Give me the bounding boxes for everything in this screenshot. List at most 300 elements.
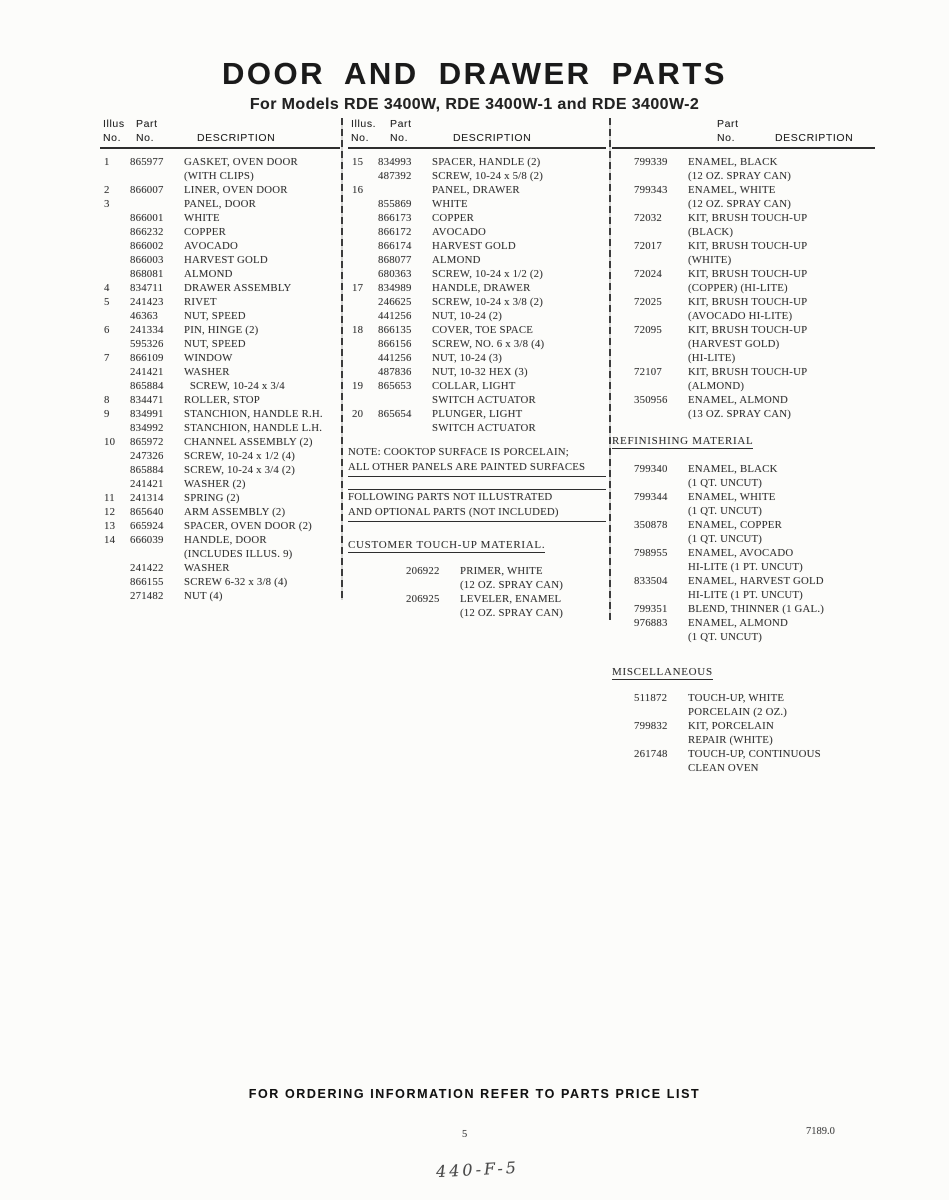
- part-no: 868077: [378, 254, 412, 266]
- part-row: [348, 253, 606, 267]
- illus-no: [100, 561, 130, 575]
- illus-no: [100, 211, 130, 225]
- spacer: [348, 522, 606, 535]
- illus-no: [100, 309, 130, 323]
- part-description: SCREW, 10-24 x 5/8 (2): [432, 170, 544, 182]
- part-description: ROLLER, STOP: [184, 394, 260, 406]
- part-no: 666039: [130, 534, 164, 546]
- header-illus-label: Illus: [103, 118, 125, 130]
- part-description: ALMOND: [184, 268, 233, 280]
- part-row: [100, 393, 340, 407]
- part-description: KIT, PORCELAIN REPAIR (WHITE): [688, 720, 774, 746]
- illus-no: [348, 253, 378, 267]
- illus-no: [100, 267, 130, 281]
- illus-no: 4: [104, 282, 110, 294]
- header-illus-no-label: No.: [103, 132, 122, 144]
- part-row: [634, 462, 875, 490]
- part-row: [348, 407, 606, 435]
- doc-number: 7189.0: [806, 1126, 835, 1137]
- part-no: 247326: [130, 450, 164, 462]
- part-row: [634, 691, 875, 719]
- part-description: PRIMER, WHITE (12 OZ. SPRAY CAN): [460, 565, 563, 591]
- part-description: WASHER (2): [184, 478, 246, 490]
- part-description: NUT, 10-24 (3): [432, 352, 503, 364]
- part-description: ENAMEL, ALMOND (1 QT. UNCUT): [688, 617, 788, 643]
- illus-no: 5: [104, 296, 110, 308]
- part-description: COPPER: [184, 226, 227, 238]
- part-description: HANDLE, DRAWER: [432, 282, 531, 294]
- part-row: [348, 183, 606, 197]
- section-heading: [612, 662, 875, 680]
- part-description: GASKET, OVEN DOOR (WITH CLIPS): [184, 156, 298, 182]
- illus-no: [376, 564, 406, 592]
- part-no: 206925: [406, 593, 440, 605]
- illus-no: [100, 239, 130, 253]
- part-no: 799340: [634, 463, 668, 475]
- part-row: [348, 351, 606, 365]
- part-no: 866135: [378, 324, 412, 336]
- illus-no: 11: [104, 492, 115, 504]
- part-no: 241334: [130, 324, 164, 336]
- part-description: HARVEST GOLD: [184, 254, 268, 266]
- part-row: [100, 477, 340, 491]
- illus-no: 18: [352, 324, 364, 336]
- part-description: HARVEST GOLD: [432, 240, 516, 252]
- part-row: [100, 561, 340, 575]
- illus-no: [348, 365, 378, 379]
- part-description: ENAMEL, WHITE (12 OZ. SPRAY CAN): [688, 184, 791, 210]
- header-part-label: Part: [390, 118, 412, 130]
- part-no: 866174: [378, 240, 412, 252]
- part-row: [100, 267, 340, 281]
- part-row: [348, 267, 606, 281]
- note-line: ALL OTHER PANELS ARE PAINTED SURFACES: [348, 460, 606, 477]
- part-row: [100, 309, 340, 323]
- spacer: [612, 449, 875, 462]
- spacer: [612, 421, 875, 431]
- part-row: [634, 719, 875, 747]
- part-no: 487836: [378, 366, 412, 378]
- illus-no: [348, 295, 378, 309]
- part-description: LINER, OVEN DOOR: [184, 184, 288, 196]
- part-row: [100, 589, 340, 603]
- header-part-no-label: No.: [136, 132, 155, 144]
- part-row: [634, 574, 875, 602]
- illus-no: [348, 351, 378, 365]
- part-no: 246625: [378, 296, 412, 308]
- part-no: 833504: [634, 575, 668, 587]
- part-description: SPACER, HANDLE (2): [432, 156, 541, 168]
- part-description: KIT, BRUSH TOUCH-UP (HARVEST GOLD) (HI-LITE): [688, 324, 808, 364]
- part-description: SCREW, 10-24 x 1/2 (2): [432, 268, 544, 280]
- part-no: 799343: [634, 184, 668, 196]
- part-description: KIT, BRUSH TOUCH-UP (BLACK): [688, 212, 808, 238]
- part-description: ENAMEL, WHITE (1 QT. UNCUT): [688, 491, 776, 517]
- illus-no: 17: [352, 282, 364, 294]
- page-title: DOOR AND DRAWER PARTS: [222, 56, 727, 91]
- illus-no: [348, 197, 378, 211]
- part-row: [376, 592, 606, 620]
- part-description: WASHER: [184, 562, 230, 574]
- part-no: 865640: [130, 506, 164, 518]
- page-number: 5: [462, 1129, 468, 1140]
- part-no: 511872: [634, 692, 668, 704]
- part-no: 595326: [130, 338, 164, 350]
- part-description: WASHER: [184, 366, 230, 378]
- part-description: SCREW, 10-24 x 3/4: [184, 380, 285, 392]
- part-description: WHITE: [184, 212, 220, 224]
- illus-no: [100, 225, 130, 239]
- part-row: [100, 337, 340, 351]
- part-row: [100, 295, 340, 309]
- part-row: [348, 225, 606, 239]
- part-description: COLLAR, LIGHT SWITCH ACTUATOR: [432, 380, 536, 406]
- part-row: [100, 407, 340, 421]
- part-row: [100, 239, 340, 253]
- illus-no: [100, 421, 130, 435]
- illus-no: 10: [104, 436, 116, 448]
- part-description: NUT, SPEED: [184, 310, 246, 322]
- part-no: 241421: [130, 478, 164, 490]
- part-row: [348, 379, 606, 407]
- part-description: ENAMEL, HARVEST GOLD HI-LITE (1 PT. UNCUT): [688, 575, 824, 601]
- part-row: [100, 253, 340, 267]
- part-row: [100, 435, 340, 449]
- part-no: 350878: [634, 519, 668, 531]
- spacer: [612, 644, 875, 662]
- part-no: 72032: [634, 212, 662, 224]
- part-no: 865884: [130, 464, 164, 476]
- part-description: NUT, SPEED: [184, 338, 246, 350]
- section-heading: [348, 535, 606, 553]
- part-no: 866007: [130, 184, 164, 196]
- part-description: KIT, BRUSH TOUCH-UP (AVOCADO HI-LITE): [688, 296, 808, 322]
- column-header: [348, 118, 606, 149]
- part-no: 241421: [130, 366, 164, 378]
- part-row: [348, 309, 606, 323]
- column-divider-left: [341, 118, 343, 600]
- part-description: RIVET: [184, 296, 217, 308]
- part-row: [348, 211, 606, 225]
- illus-no: [100, 253, 130, 267]
- part-no: 799344: [634, 491, 668, 503]
- part-no: 866001: [130, 212, 164, 224]
- part-description: TOUCH-UP, WHITE PORCELAIN (2 OZ.): [688, 692, 788, 718]
- part-no: 866172: [378, 226, 412, 238]
- note-line: AND OPTIONAL PARTS (NOT INCLUDED): [348, 505, 606, 522]
- header-description-label: DESCRIPTION: [453, 132, 532, 144]
- column-body: [348, 149, 606, 620]
- column-body: [100, 149, 340, 603]
- part-row: [100, 575, 340, 589]
- part-row: [634, 546, 875, 574]
- part-description: SCREW, 10-24 x 3/8 (2): [432, 296, 544, 308]
- part-description: BLEND, THINNER (1 GAL.): [688, 603, 825, 615]
- part-row: [634, 295, 875, 323]
- illus-no: 1: [104, 156, 110, 168]
- part-row: [100, 323, 340, 337]
- part-no: 834993: [378, 156, 412, 168]
- illus-no: 13: [104, 520, 116, 532]
- part-row: [634, 183, 875, 211]
- part-row: [100, 197, 340, 211]
- part-description: WINDOW: [184, 352, 233, 364]
- illus-no: 15: [352, 156, 364, 168]
- note-text: [348, 490, 606, 522]
- part-no: 834992: [130, 422, 164, 434]
- illus-no: [376, 592, 406, 620]
- part-no: 976883: [634, 617, 668, 629]
- illus-no: [100, 589, 130, 603]
- part-row: [348, 323, 606, 337]
- header-illus-label: Illus.: [351, 118, 377, 130]
- part-no: 834711: [130, 282, 164, 294]
- part-row: [634, 365, 875, 393]
- part-no: [378, 183, 432, 197]
- part-description: NUT, 10-32 HEX (3): [432, 366, 528, 378]
- part-row: [100, 533, 340, 561]
- illus-no: [348, 225, 378, 239]
- illus-no: [100, 337, 130, 351]
- part-no: 72024: [634, 268, 662, 280]
- header-part-no-label: No.: [717, 132, 736, 144]
- part-description: SPRING (2): [184, 492, 240, 504]
- illus-no: 8: [104, 394, 110, 406]
- illus-no: [100, 575, 130, 589]
- part-description: ENAMEL, COPPER (1 QT. UNCUT): [688, 519, 782, 545]
- illus-no: 7: [104, 352, 110, 364]
- part-row: [634, 323, 875, 365]
- part-description: PLUNGER, LIGHT SWITCH ACTUATOR: [432, 408, 536, 434]
- part-no: 866155: [130, 576, 164, 588]
- part-description: STANCHION, HANDLE L.H.: [184, 422, 323, 434]
- note-line: FOLLOWING PARTS NOT ILLUSTRATED: [348, 491, 553, 503]
- part-no: 866156: [378, 338, 412, 350]
- part-row: [634, 211, 875, 239]
- part-no: 680363: [378, 268, 412, 280]
- spacer: [348, 553, 606, 564]
- part-description: SCREW, 10-24 x 1/2 (4): [184, 450, 296, 462]
- part-no: 72095: [634, 324, 662, 336]
- illus-no: [348, 309, 378, 323]
- parts-column-1: [100, 118, 340, 603]
- part-no: 865972: [130, 436, 164, 448]
- part-no: 855869: [378, 198, 412, 210]
- part-description: KIT, BRUSH TOUCH-UP (COPPER) (HI-LITE): [688, 268, 808, 294]
- header-part-label: Part: [136, 118, 158, 130]
- part-no: 798955: [634, 547, 668, 559]
- part-description: ARM ASSEMBLY (2): [184, 506, 286, 518]
- parts-column-3: [612, 118, 875, 775]
- part-no: 866002: [130, 240, 164, 252]
- part-description: PANEL, DRAWER: [432, 184, 520, 196]
- note-text: [348, 445, 606, 477]
- illus-no: [348, 239, 378, 253]
- part-row: [100, 155, 340, 183]
- part-no: 261748: [634, 748, 668, 760]
- parts-column-2: [348, 118, 606, 620]
- part-no: 665924: [130, 520, 164, 532]
- illus-no: [348, 211, 378, 225]
- part-row: [100, 351, 340, 365]
- part-row: [634, 518, 875, 546]
- part-no: 866173: [378, 212, 412, 224]
- header-description-label: DESCRIPTION: [775, 132, 854, 144]
- part-no: 350956: [634, 394, 668, 406]
- part-row: [100, 421, 340, 435]
- part-description: HANDLE, DOOR (INCLUDES ILLUS. 9): [184, 534, 293, 560]
- part-no: 271482: [130, 590, 164, 602]
- part-no: 866232: [130, 226, 164, 238]
- part-description: PANEL, DOOR: [184, 198, 256, 210]
- part-row: [348, 197, 606, 211]
- part-no: 865654: [378, 408, 412, 420]
- part-description: CHANNEL ASSEMBLY (2): [184, 436, 313, 448]
- column-body: [612, 149, 875, 775]
- illus-no: 9: [104, 408, 110, 420]
- part-description: COVER, TOE SPACE: [432, 324, 534, 336]
- part-no: 865977: [130, 156, 164, 168]
- part-row: [376, 564, 606, 592]
- part-description: SPACER, OVEN DOOR (2): [184, 520, 312, 532]
- part-no: 46363: [130, 310, 158, 322]
- part-description: SCREW, 10-24 x 3/4 (2): [184, 464, 296, 476]
- note-line: NOTE: COOKTOP SURFACE IS PORCELAIN;: [348, 446, 569, 458]
- part-no: 72017: [634, 240, 662, 252]
- part-row: [348, 169, 606, 183]
- part-description: SCREW, NO. 6 x 3/8 (4): [432, 338, 545, 350]
- illus-no: 20: [352, 408, 364, 420]
- part-row: [634, 602, 875, 616]
- part-description: KIT, BRUSH TOUCH-UP (ALMOND): [688, 366, 808, 392]
- part-no: 241423: [130, 296, 164, 308]
- part-row: [348, 239, 606, 253]
- illus-no: 6: [104, 324, 110, 336]
- part-row: [634, 747, 875, 775]
- part-row: [100, 365, 340, 379]
- part-no: 866003: [130, 254, 164, 266]
- section-heading-label: MISCELLANEOUS: [612, 666, 713, 678]
- part-no: 865884: [130, 380, 164, 392]
- part-description: ENAMEL, AVOCADO HI-LITE (1 PT. UNCUT): [688, 547, 803, 573]
- column-divider-right: [609, 118, 611, 620]
- spacer: [612, 680, 875, 691]
- part-description: AVOCADO: [184, 240, 238, 252]
- handwritten-note: 440-F-5: [435, 1157, 520, 1182]
- part-no: 865653: [378, 380, 412, 392]
- part-no: 799339: [634, 156, 668, 168]
- illus-no: [100, 449, 130, 463]
- part-description: ALMOND: [432, 254, 481, 266]
- section-heading-label: CUSTOMER TOUCH-UP MATERIAL.: [348, 539, 546, 551]
- header-description-label: DESCRIPTION: [197, 132, 276, 144]
- spacer: [348, 435, 606, 445]
- part-description: KIT, BRUSH TOUCH-UP (WHITE): [688, 240, 808, 266]
- part-description: NUT, 10-24 (2): [432, 310, 503, 322]
- part-row: [100, 183, 340, 197]
- part-description: NUT (4): [184, 590, 223, 602]
- part-no: [130, 197, 184, 211]
- part-row: [634, 155, 875, 183]
- part-description: AVOCADO: [432, 226, 486, 238]
- part-row: [348, 337, 606, 351]
- part-no: 241422: [130, 562, 164, 574]
- illus-no: [348, 169, 378, 183]
- illus-no: [100, 463, 130, 477]
- part-row: [634, 616, 875, 644]
- part-row: [348, 365, 606, 379]
- illus-no: [100, 365, 130, 379]
- part-no: 72107: [634, 366, 662, 378]
- spacer: [348, 477, 606, 487]
- illus-no: [100, 477, 130, 491]
- part-row: [348, 281, 606, 295]
- part-no: 834991: [130, 408, 164, 420]
- column-header: [100, 118, 340, 149]
- illus-no: [348, 267, 378, 281]
- section-heading-label: REFINISHING MATERIAL: [612, 435, 754, 447]
- part-row: [100, 519, 340, 533]
- part-description: ENAMEL, BLACK (12 OZ. SPRAY CAN): [688, 156, 791, 182]
- header-illus-no-label: No.: [351, 132, 370, 144]
- illus-no: 14: [104, 534, 116, 546]
- part-description: ENAMEL, BLACK (1 QT. UNCUT): [688, 463, 778, 489]
- illus-no: 2: [104, 184, 110, 196]
- part-row: [100, 379, 340, 393]
- part-no: 799832: [634, 720, 668, 732]
- illus-no: 19: [352, 380, 364, 392]
- page-subtitle: For Models RDE 3400W, RDE 3400W-1 and RDE 3400W-2: [249, 96, 700, 113]
- part-no: 866109: [130, 352, 164, 364]
- part-no: 834471: [130, 394, 164, 406]
- header-part-label: Part: [717, 118, 739, 130]
- illus-no: 3: [104, 198, 110, 210]
- column-header: [612, 118, 875, 149]
- part-no: 241314: [130, 492, 164, 504]
- part-description: SCREW 6-32 x 3/8 (4): [184, 576, 288, 588]
- part-row: [634, 239, 875, 267]
- part-row: [100, 491, 340, 505]
- part-no: 441256: [378, 352, 412, 364]
- part-row: [348, 155, 606, 169]
- part-description: WHITE: [432, 198, 468, 210]
- part-no: 206922: [406, 565, 440, 577]
- part-row: [634, 267, 875, 295]
- part-description: TOUCH-UP, CONTINUOUS CLEAN OVEN: [688, 748, 821, 774]
- header-part-no-label: No.: [390, 132, 409, 144]
- part-row: [100, 281, 340, 295]
- illus-no: 12: [104, 506, 116, 518]
- part-row: [634, 393, 875, 421]
- part-row: [100, 505, 340, 519]
- part-row: [100, 463, 340, 477]
- part-description: LEVELER, ENAMEL (12 OZ. SPRAY CAN): [460, 593, 563, 619]
- section-heading: [612, 431, 875, 449]
- part-no: 441256: [378, 310, 412, 322]
- part-description: DRAWER ASSEMBLY: [184, 282, 292, 294]
- part-no: 487392: [378, 170, 412, 182]
- part-no: 868081: [130, 268, 164, 280]
- part-row: [634, 490, 875, 518]
- part-description: STANCHION, HANDLE R.H.: [184, 408, 323, 420]
- part-no: 834989: [378, 282, 412, 294]
- part-row: [348, 295, 606, 309]
- illus-no: 16: [352, 184, 364, 196]
- illus-no: [348, 337, 378, 351]
- part-row: [100, 211, 340, 225]
- part-description: COPPER: [432, 212, 475, 224]
- part-row: [100, 449, 340, 463]
